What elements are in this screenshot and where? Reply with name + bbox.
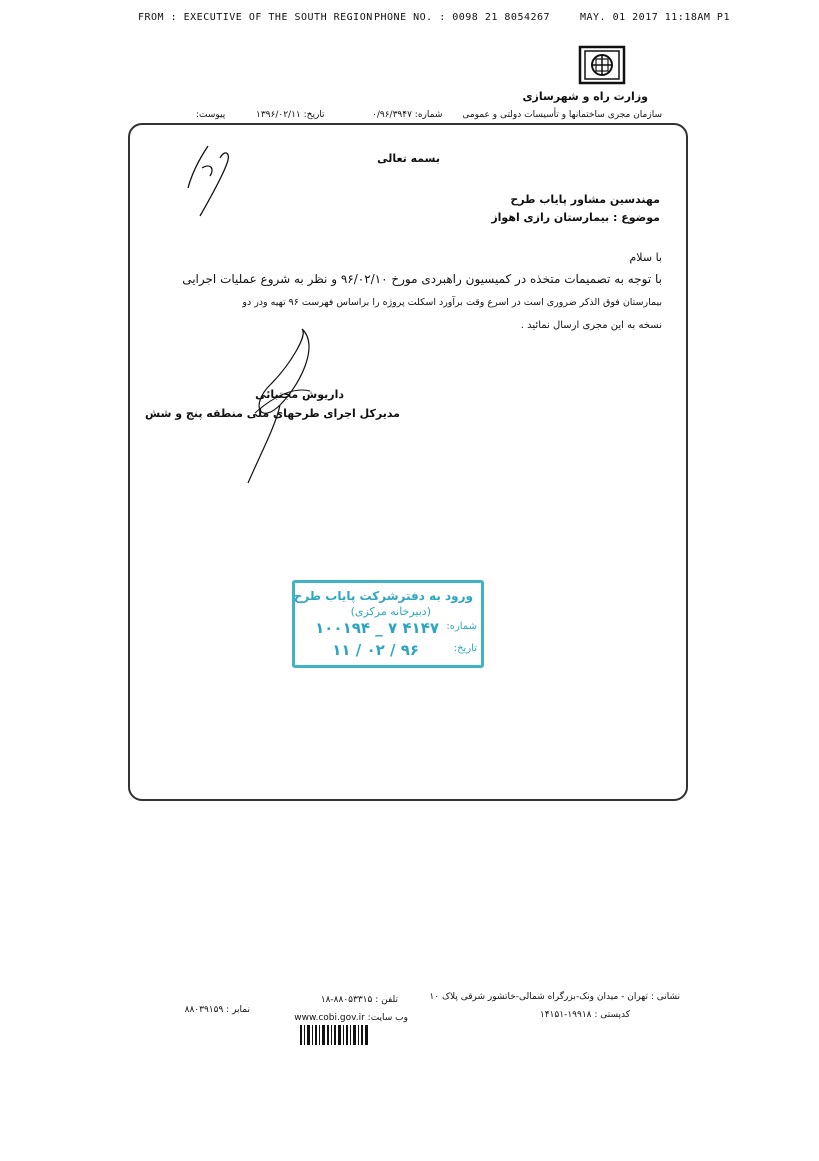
fax-sender: FROM : EXECUTIVE OF THE SOUTH REGION — [138, 12, 373, 23]
footer-phone: تلفن : ۸۸۰۵۳۳۱۵-۱۸ — [320, 995, 398, 1005]
recipient: مهندسین مشاور پایاب طرح — [510, 193, 660, 206]
body-line-2: بیمارستان فوق الذکر ضروری است در اسرع وقت برآورد اسکلت پروژه را براساس فهرست ۹۶ تهیه ودر دو — [242, 297, 662, 308]
footer-address: نشانی : تهران - میدان ونک-بزرگراه شمالی-خاتشور شرقی پلاک ۱۰ — [429, 992, 680, 1002]
stamp-subtitle: (دبیرخانه مرکزی) — [350, 605, 431, 618]
stamp-number-label: شماره: — [446, 621, 477, 632]
signature-icon — [240, 325, 330, 485]
body-line-1: با توجه به تصمیمات متخذه در کمیسیون راهبردی مورخ ۹۶/۰۲/۱۰ و نظر به شروع عملیات اجرایی — [182, 272, 662, 286]
letter-attachment: پیوست: — [196, 110, 226, 120]
footer-website: وب سایت: www.cobi.gov.ir — [294, 1013, 408, 1023]
invocation: بسمه تعالی — [377, 152, 440, 165]
signer-name: داریوش مجتبائی — [255, 388, 344, 401]
letter-date: تاریخ: ۱۳۹۶/۰۲/۱۱ — [256, 110, 325, 120]
fax-date: MAY. 01 2017 11:18AM P1 — [580, 12, 730, 23]
stamp-title: ورود به دفترشرکت پایاب طرح — [293, 589, 473, 603]
greeting: با سلام — [629, 251, 662, 264]
barcode-icon — [300, 1025, 370, 1045]
ministry-name: وزارت راه و شهرسازی — [522, 90, 648, 103]
organization-name: سازمان مجری ساختمانها و تأسیسات دولتی و عمومی — [462, 110, 662, 120]
stamp-date-value: ۹۶ / ۰۲ / ۱۱ — [332, 641, 419, 659]
subject: موضوع : بیمارستان رازی اهواز — [491, 211, 660, 224]
letter-number: شماره: ۰/۹۶/۳۹۴۷ — [372, 110, 443, 120]
footer-postal-code: کدپستی : ۱۹۹۱۸-۱۴۱۵۱ — [539, 1010, 630, 1020]
fax-phone: PHONE NO. : 0098 21 8054267 — [374, 12, 551, 23]
fax-header — [0, 12, 819, 28]
received-stamp — [292, 580, 484, 668]
signer-title: مدیرکل اجرای طرحهای ملی منطقه پنج و شش — [145, 407, 400, 420]
handwritten-initials-icon — [180, 128, 250, 223]
stamp-number-value: ۱۰۰۱۹۴ _ ۷ ۴۱۴۷ — [315, 619, 439, 637]
ministry-logo-icon — [578, 45, 626, 85]
footer-fax: نمابر : ۸۸۰۳۹۱۵۹ — [184, 1005, 250, 1015]
letter-frame — [128, 123, 688, 801]
stamp-date-label: تاریخ: — [453, 643, 477, 654]
body-line-3: نسخه به این مجری ارسال نمائید . — [520, 320, 662, 331]
